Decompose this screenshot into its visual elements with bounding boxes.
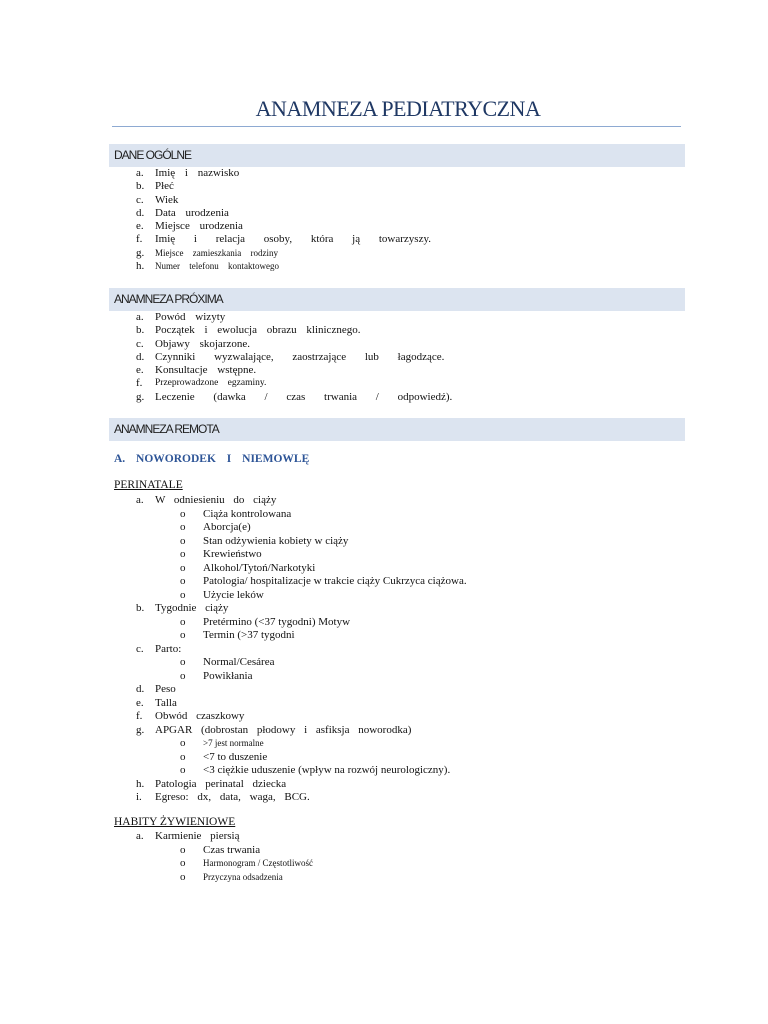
list-marker: h.	[136, 777, 145, 790]
section-header-remota: ANAMNEZA REMOTA	[109, 418, 685, 441]
list-marker: b.	[136, 180, 145, 193]
bullet-marker: o	[180, 857, 186, 869]
list-item-text: Leczenie (dawka / czas trwania / odpowiedź).	[155, 390, 453, 403]
list-item-text: Talla	[155, 696, 177, 709]
list-item	[136, 857, 696, 871]
list-item-text: Egreso: dx, data, waga, BCG.	[155, 791, 310, 803]
list-item-text: Alkohol/Tytoń/Narkotyki	[203, 561, 316, 574]
list-item-text: Karmienie piersią	[155, 830, 240, 842]
bullet-marker: o	[180, 669, 186, 682]
list-item	[136, 207, 696, 220]
list-item	[136, 220, 696, 233]
list-marker: a.	[136, 830, 144, 842]
list-item-text: Stan odżywienia kobiety w ciąży	[203, 534, 349, 547]
list-item-text: Miejsce urodzenia	[155, 220, 243, 233]
subheading-noworodek: A. NOWORODEK I NIEMOWLĘ	[114, 453, 310, 465]
list-item	[136, 338, 696, 351]
list-item	[136, 616, 696, 630]
list-marker: a.	[136, 494, 144, 506]
bullet-marker: o	[180, 870, 186, 883]
list-marker: c.	[136, 642, 144, 655]
list-item	[136, 778, 696, 792]
list-marker: f.	[136, 233, 143, 246]
list-item-text: Czynniki wyzwalające, zaostrzające lub łagodzące.	[155, 350, 445, 363]
list-item	[136, 260, 696, 273]
list-item	[136, 548, 696, 562]
bullet-marker: o	[180, 615, 186, 628]
list-item	[136, 724, 696, 738]
list-item-text: <7 to duszenie	[203, 750, 268, 763]
list-item-text: Miejsce zamieszkania rodziny	[155, 247, 278, 258]
list-marker: b.	[136, 324, 145, 337]
list-item	[136, 508, 696, 522]
bullet-marker: o	[180, 629, 186, 641]
list-item	[136, 643, 696, 657]
bullet-marker: o	[180, 507, 186, 520]
list-item-text: APGAR (dobrostan płodowy i asfiksja noworodka)	[155, 723, 412, 736]
bullet-marker: o	[180, 656, 186, 668]
bullet-marker: o	[180, 750, 186, 763]
list-item	[136, 602, 696, 616]
list-item-text: Płeć	[155, 180, 174, 193]
list-marker: e.	[136, 364, 144, 377]
habity-list	[136, 830, 696, 884]
list-item	[136, 180, 696, 193]
section-header-dane: DANE OGÓLNE	[109, 144, 685, 167]
bullet-marker: o	[180, 534, 186, 547]
list-item-text: Konsultacje wstępne.	[155, 364, 257, 377]
list-marker: g.	[136, 723, 145, 736]
list-item-text: Numer telefonu kontaktowego	[155, 261, 279, 272]
list-item-text: Ciąża kontrolowana	[203, 507, 292, 520]
list-item-text: <3 ciężkie uduszenie (wpływ na rozwój neurologiczny).	[203, 764, 451, 776]
perinatale-list	[136, 494, 696, 805]
list-item	[136, 683, 696, 697]
list-item	[136, 670, 696, 684]
list-item-text: Czas trwania	[203, 843, 261, 856]
list-item	[136, 364, 696, 377]
page-title: ANAMNEZA PEDIATRYCZNA	[255, 96, 541, 121]
list-item	[136, 589, 696, 603]
bullet-marker: o	[180, 575, 186, 587]
proxima-list	[136, 311, 696, 404]
list-item	[136, 871, 696, 885]
list-item	[136, 844, 696, 858]
heading-habity: HABITY ŻYWIENIOWE	[114, 816, 236, 828]
bullet-marker: o	[180, 548, 186, 560]
list-marker: a.	[136, 311, 144, 323]
heading-perinatale: PERINATALE	[114, 479, 183, 491]
list-marker: b.	[136, 602, 145, 614]
list-marker: h.	[136, 260, 145, 273]
list-item	[136, 562, 696, 576]
list-item	[136, 494, 696, 508]
list-marker: e.	[136, 220, 144, 233]
list-marker: i.	[136, 791, 142, 803]
list-item	[136, 710, 696, 724]
list-item-text: Normal/Cesárea	[203, 656, 275, 668]
list-item-text: Wiek	[155, 193, 179, 206]
list-marker: d.	[136, 206, 145, 219]
list-item	[136, 575, 696, 589]
list-item	[136, 194, 696, 207]
list-marker: e.	[136, 696, 144, 709]
list-item-text: Termin (>37 tygodni	[203, 629, 295, 641]
list-marker: g.	[136, 246, 145, 259]
list-item	[136, 751, 696, 765]
bullet-marker: o	[180, 737, 186, 749]
bullet-marker: o	[180, 843, 186, 856]
list-item-text: Przeprowadzone egzaminy.	[155, 378, 267, 389]
list-item	[136, 377, 696, 390]
list-item-text: Powikłania	[203, 669, 253, 682]
list-item	[136, 830, 696, 844]
list-item	[136, 521, 696, 535]
list-item-text: Przyczyna odsadzenia	[203, 871, 283, 882]
list-item	[136, 737, 696, 751]
list-item-text: Tygodnie ciąży	[155, 602, 229, 614]
list-item	[136, 247, 696, 260]
list-item	[136, 233, 696, 246]
section-header-proxima: ANAMNEZA PRÓXIMA	[109, 288, 685, 311]
list-item	[136, 391, 696, 404]
list-item-text: Imię i relacja osoby, która ją towarzyszy.	[155, 233, 432, 246]
list-item	[136, 324, 696, 337]
list-item-text: Krewieństwo	[203, 548, 262, 560]
list-marker: f.	[136, 710, 143, 722]
list-item-text: Harmonogram / Częstotliwość	[203, 858, 313, 868]
list-item-text: Imię i nazwisko	[155, 167, 240, 179]
list-item	[136, 791, 696, 805]
list-item-text: Aborcja(e)	[203, 521, 251, 533]
list-marker: c.	[136, 193, 144, 206]
title-divider	[112, 126, 681, 127]
list-item-text: Patologia/ hospitalizacje w trakcie ciąży Cukrzyca ciążowa.	[203, 575, 467, 587]
list-item-text: >7 jest normalne	[203, 738, 264, 748]
list-item	[136, 167, 696, 180]
bullet-marker: o	[180, 764, 186, 776]
list-item-text: Powód wizyty	[155, 311, 226, 323]
list-item-text: Parto:	[155, 642, 182, 655]
list-item-text: Obwód czaszkowy	[155, 710, 245, 722]
list-marker: c.	[136, 337, 144, 350]
list-item	[136, 351, 696, 364]
list-marker: d.	[136, 683, 145, 695]
list-item-text: Peso	[155, 683, 176, 695]
dane-list	[136, 167, 696, 273]
list-item-text: Objawy skojarzone.	[155, 337, 250, 350]
list-item	[136, 656, 696, 670]
list-marker: d.	[136, 350, 145, 363]
list-marker: g.	[136, 390, 145, 403]
list-item-text: Data urodzenia	[155, 206, 229, 219]
list-item	[136, 311, 696, 324]
list-item-text: Pretérmino (<37 tygodni) Motyw	[203, 615, 351, 628]
list-item	[136, 764, 696, 778]
list-item	[136, 629, 696, 643]
list-item-text: Patologia perinatal dziecka	[155, 777, 287, 790]
list-item	[136, 697, 696, 711]
list-item-text: Użycie leków	[203, 588, 264, 601]
bullet-marker: o	[180, 588, 186, 601]
list-item-text: W odniesieniu do ciąży	[155, 494, 277, 506]
bullet-marker: o	[180, 561, 186, 574]
list-item-text: Początek i ewolucja obrazu klinicznego.	[155, 324, 361, 337]
list-marker: f.	[136, 377, 143, 390]
bullet-marker: o	[180, 521, 186, 533]
list-marker: a.	[136, 167, 144, 179]
list-item	[136, 535, 696, 549]
